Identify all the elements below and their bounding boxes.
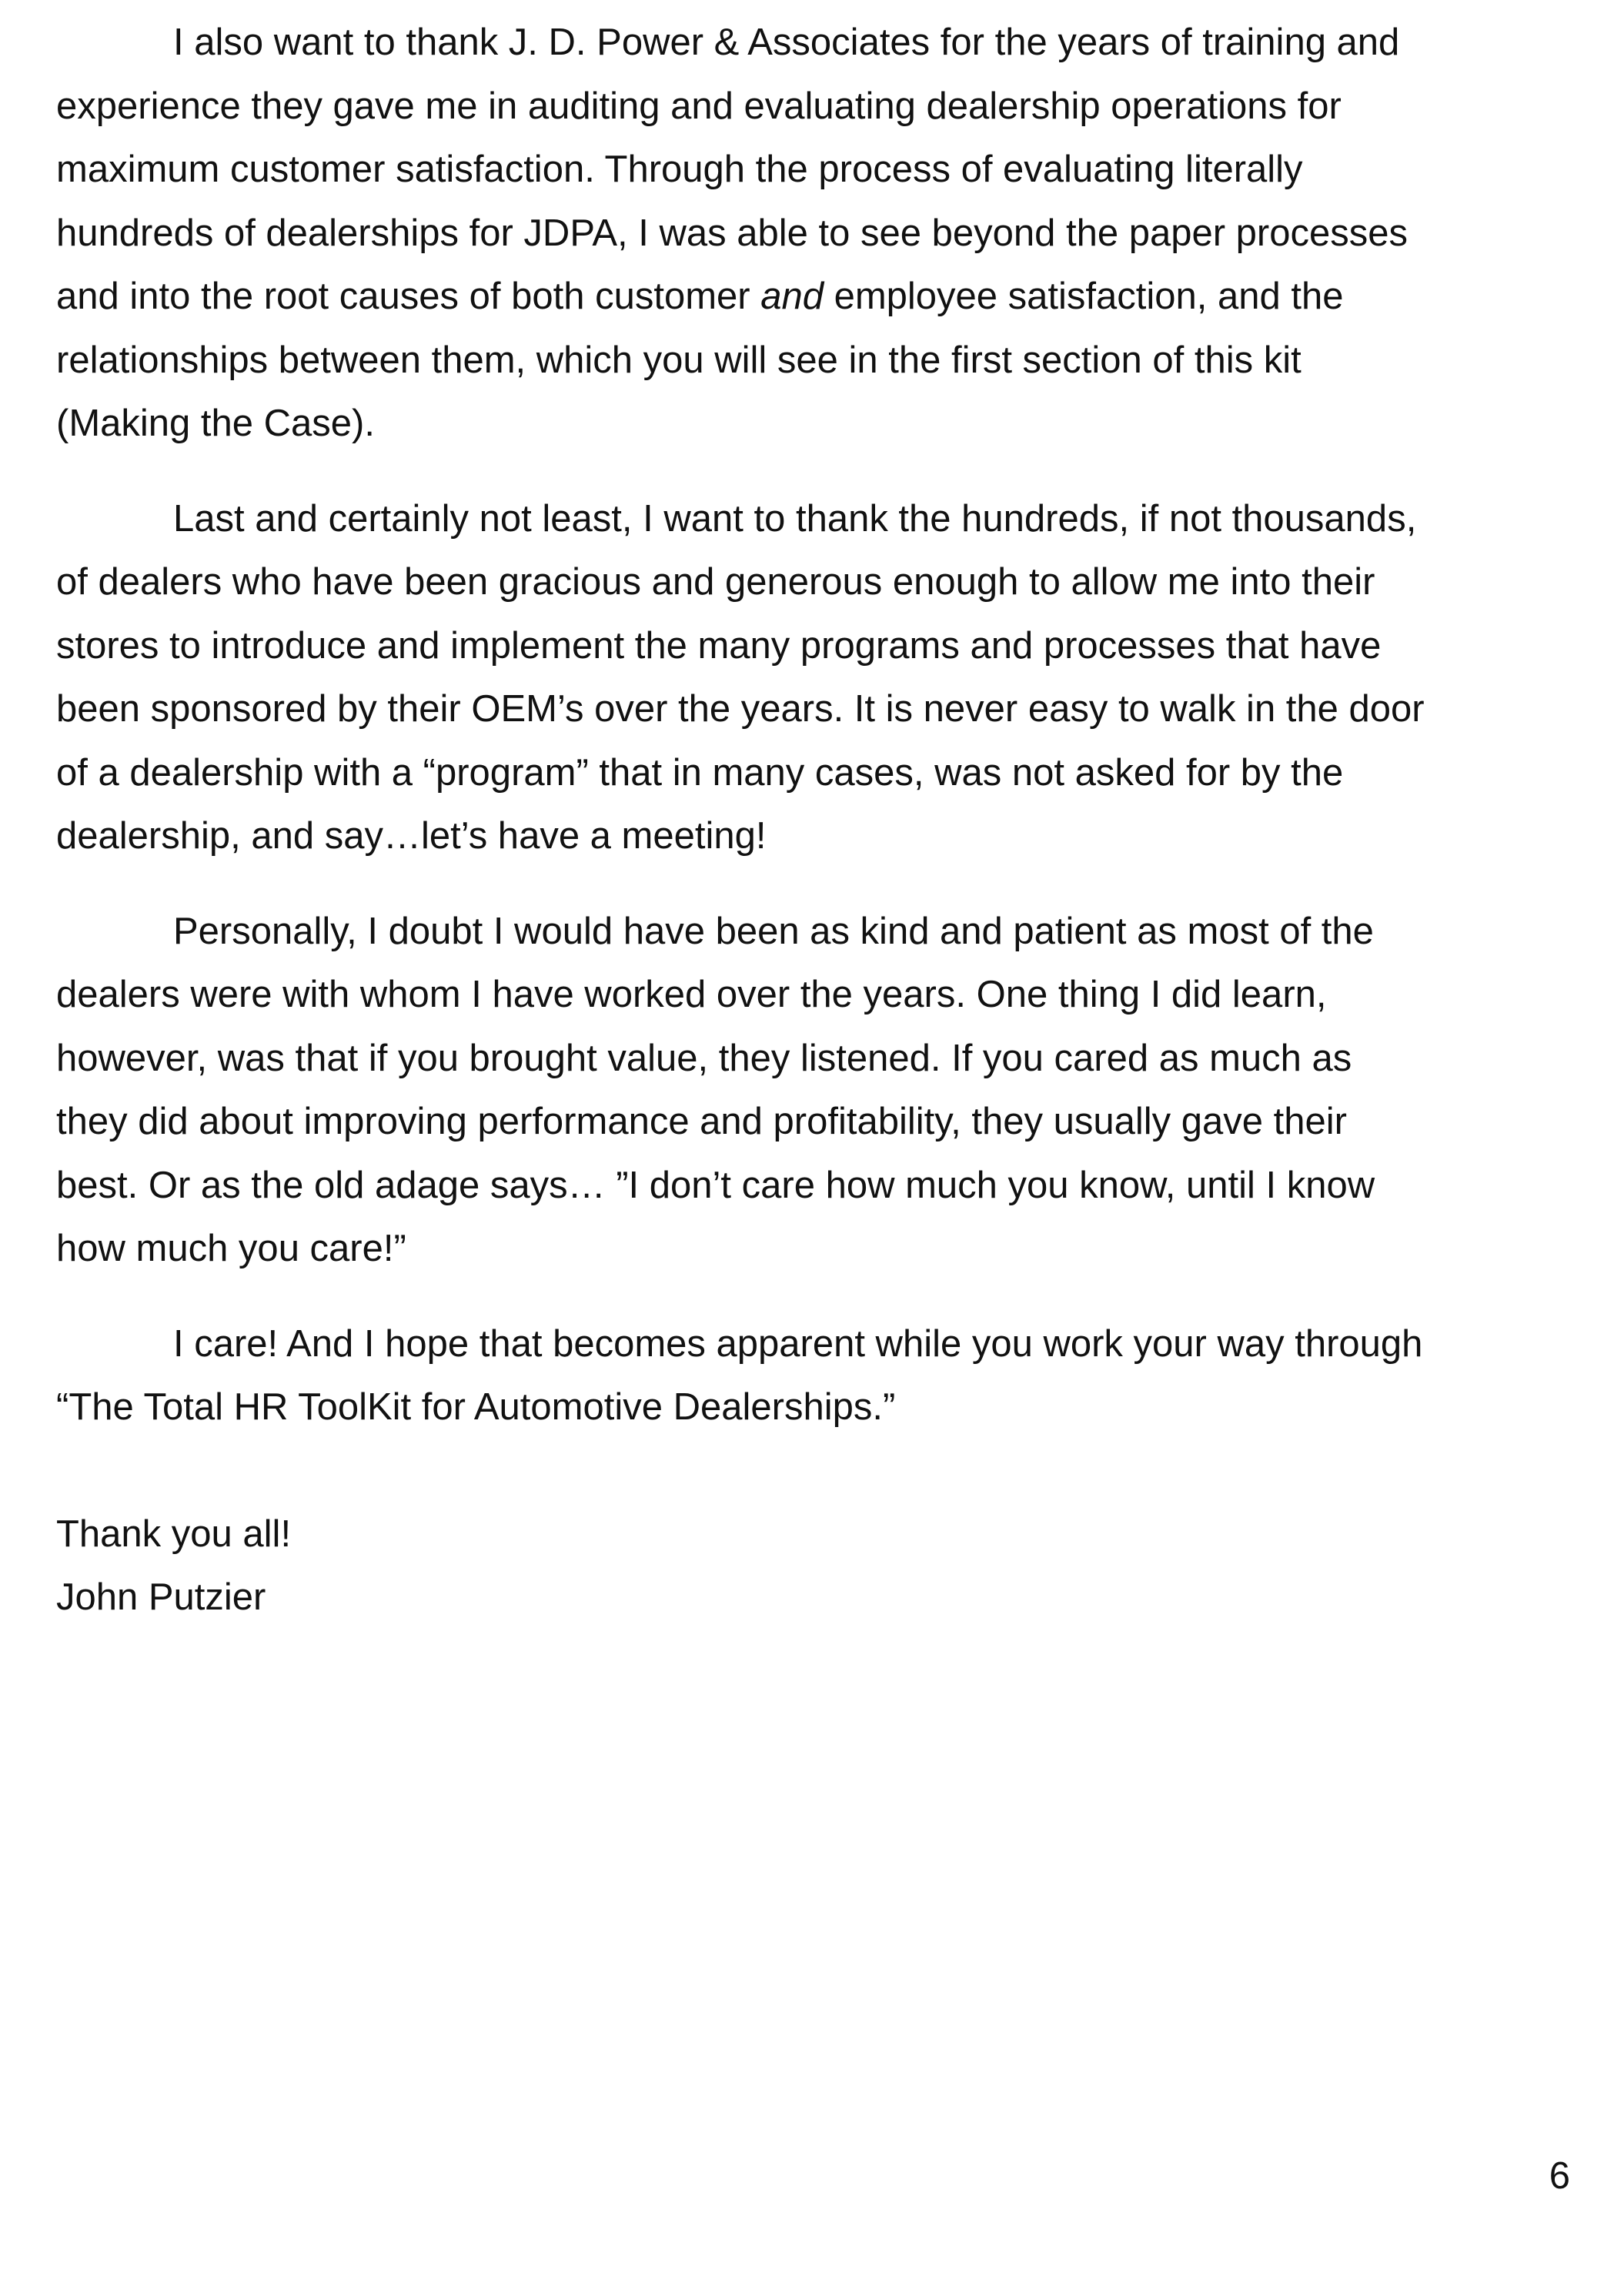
text-line: dealers were with whom I have worked over the years. One thing I did learn, [56, 974, 1327, 1015]
text-segment: and into the root causes of both customer [56, 276, 761, 317]
text-line: best. Or as the old adage says… ”I don’t care how much you know, until I know [56, 1164, 1375, 1206]
text-line: however, was that if you brought value, they listened. If you cared as much as [56, 1037, 1352, 1079]
signoff [56, 1502, 1580, 1630]
closing-line: Thank you all! [56, 1513, 292, 1555]
text-line: been sponsored by their OEM’s over the years. It is never easy to walk in the door [56, 688, 1425, 730]
text-line: stores to introduce and implement the many programs and processes that have [56, 624, 1382, 667]
paragraph-closing-statement [56, 1312, 1580, 1439]
body-text [56, 11, 1580, 1630]
page-number: 6 [1549, 2155, 1570, 2197]
text-line: of a dealership with a “program” that in many cases, was not asked for by the [56, 751, 1344, 794]
paragraph-acknowledgment-dealers [56, 487, 1580, 868]
text-line: relationships between them, which you will see in the first section of this kit [56, 339, 1302, 381]
paragraph-personal-reflection [56, 900, 1580, 1281]
text-line: they did about improving performance and profitability, they usually gave their [56, 1101, 1347, 1142]
text-line: hundreds of dealerships for JDPA, I was able to see beyond the paper processes [56, 212, 1408, 254]
text-line: I also want to thank J. D. Power & Associates for the years of training and [173, 22, 1400, 63]
text-line [56, 265, 1580, 329]
text-line: dealership, and say…let’s have a meeting! [56, 815, 767, 857]
paragraph-acknowledgment-jdpa [56, 11, 1580, 456]
text-segment: employee satisfaction, and the [823, 276, 1344, 317]
text-line: Personally, I doubt I would have been as kind and patient as most of the [173, 910, 1374, 952]
text-line: Last and certainly not least, I want to thank the hundreds, if not thousands, [173, 497, 1417, 540]
text-line: (Making the Case). [56, 403, 375, 444]
text-line: I care! And I hope that becomes apparent while you work your way through [173, 1322, 1423, 1365]
text-line: how much you care!” [56, 1228, 406, 1269]
text-line: of dealers who have been gracious and generous enough to allow me into their [56, 561, 1375, 603]
text-line: experience they gave me in auditing and evaluating dealership operations for [56, 85, 1342, 127]
emphasis-text: and [760, 276, 824, 317]
text-line: maximum customer satisfaction. Through the process of evaluating literally [56, 149, 1303, 190]
text-line: “The Total HR ToolKit for Automotive Dealerships.” [56, 1386, 896, 1428]
signature-name: John Putzier [56, 1576, 266, 1618]
